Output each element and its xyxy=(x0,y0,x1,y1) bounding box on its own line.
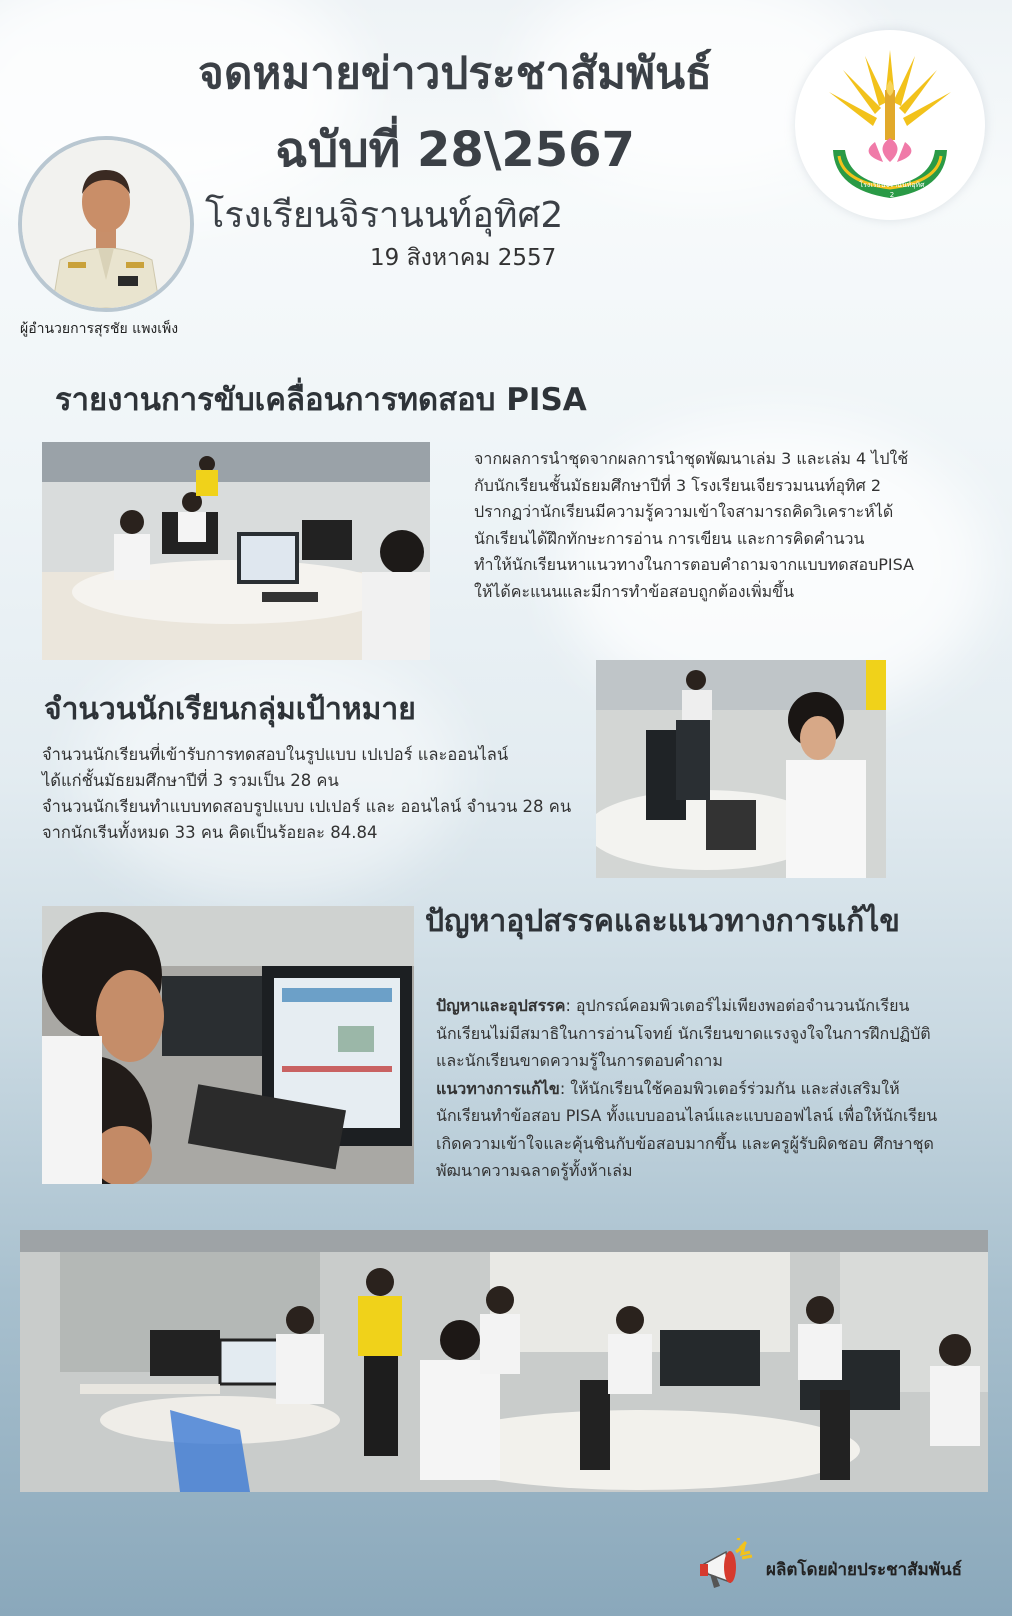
problem-line xyxy=(436,992,996,1020)
classroom-photo xyxy=(42,442,430,660)
megaphone-icon xyxy=(696,1538,756,1594)
student-computer-photo xyxy=(596,660,886,878)
pisa-text-line: ปรากฏว่านักเรียนมีความรู้ความเข้าใจสามารถคิดวิเคราะห์ได้ xyxy=(474,502,894,521)
pisa-text-line: ให้ได้คะแนนและมีการทำข้อสอบถูกต้องเพิ่มขึ้น xyxy=(474,581,795,601)
pisa-text-line: กับนักเรียนชั้นมัธยมศึกษาปีที่ 3 โรงเรียนเจียรวมนนท์อุทิศ 2 xyxy=(474,475,882,495)
student-reading-screen-photo-icon xyxy=(42,906,414,1184)
students-text-line: จำนวนนักเรียนที่เข้ารับการทดสอบในรูปแบบ เปเปอร์ และออนไลน์ xyxy=(42,745,509,764)
section-heading-pisa: รายงานการขับเคลื่อนการทดสอบ PISA xyxy=(55,382,587,418)
problem-label: ปัญหาและอุปสรรค xyxy=(436,996,566,1015)
solution-line: พัฒนาความฉลาดรู้ทั้งห้าเล่ม xyxy=(436,1161,633,1180)
computer-lab-photo-icon xyxy=(20,1230,988,1492)
director-caption: ผู้อำนวยการสุรชัย แพงเพ็ง xyxy=(20,321,179,337)
problem-text: : อุปกรณ์คอมพิวเตอร์ไม่เพียงพอต่อจำนวนนักเรียน xyxy=(565,996,910,1015)
school-name: โรงเรียนจิรานนท์อุทิศ2 xyxy=(205,195,564,236)
students-text-line: จากนักเรีนทั้งหมด 33 คน คิดเป็นร้อยละ 84.84 xyxy=(42,823,378,842)
director-portrait xyxy=(18,136,194,312)
pisa-text-line: นักเรียนได้ฝึกทักษะการอ่าน การเขียน และการคิดคำนวน xyxy=(474,528,865,548)
issue-date: 19 สิงหาคม 2557 xyxy=(370,245,557,271)
computer-closeup-photo xyxy=(42,906,414,1184)
wide-classroom-photo xyxy=(20,1230,988,1492)
solution-line: นักเรียนทำข้อสอบ PISA ทั้งแบบออนไลน์และแบบออฟไลน์ เพื่อให้นักเรียน xyxy=(436,1106,938,1125)
students-text-line: ได้แก่ชั้นมัธยมศึกษาปีที่ 3 รวมเป็น 28 คน xyxy=(42,771,339,790)
logo-ribbon-text: โรงเรียนจิรานนท์อุทิศ 2 xyxy=(859,181,925,199)
solution-line xyxy=(436,1075,996,1103)
problems-solutions-text xyxy=(436,992,996,1185)
solution-line: เกิดความเข้าใจและคุ้นชินกับข้อสอบมากขึ้น และครูผู้รับผิดชอบ ศึกษาชุด xyxy=(436,1133,934,1153)
problem-line: และนักเรียนขาดความรู้ในการตอบคำถาม xyxy=(436,1051,723,1070)
school-logo xyxy=(795,30,985,220)
pisa-text-line: จากผลการนำชุดจากผลการนำชุดพัฒนาเล่ม 3 และเล่ม 4 ไปใช้ xyxy=(474,449,909,468)
pisa-report-text xyxy=(474,446,994,605)
person-icon xyxy=(22,140,190,308)
students-text-line: จำนวนนักเรียนทำแบบทดสอบรูปแบบ เปเปอร์ และ ออนไลน์ จำนวน 28 คน xyxy=(42,797,572,816)
students-computers-photo-icon xyxy=(42,442,430,660)
solution-text: : ให้นักเรียนใช้คอมพิวเตอร์ร่วมกัน และส่งเสริมให้ xyxy=(559,1078,900,1098)
solution-label: แนวทางการแก้ไข xyxy=(436,1078,560,1098)
newsletter-title: จดหมายข่าวประชาสัมพันธ์ xyxy=(198,48,712,99)
pisa-text-line: ทำให้นักเรียนหาแนวทางในการตอบคำถามจากแบบทดสอบPISA xyxy=(474,555,914,574)
footer-credit: ผลิตโดยฝ่ายประชาสัมพันธ์ xyxy=(766,1560,962,1580)
student-at-computer-photo-icon xyxy=(596,660,886,878)
section-heading-problems: ปัญหาอุปสรรคและแนวทางการแก้ไข xyxy=(425,904,900,939)
students-count-text xyxy=(42,742,602,846)
problem-line: นักเรียนไม่มีสมาธิในการอ่านโจทย์ นักเรียนขาดแรงจูงใจในการฝึกปฏิบัติ xyxy=(436,1023,931,1043)
issue-number: ฉบับที่ 28\2567 xyxy=(275,122,635,178)
section-heading-students: จำนวนนักเรียนกลุ่มเป้าหมาย xyxy=(44,692,416,727)
